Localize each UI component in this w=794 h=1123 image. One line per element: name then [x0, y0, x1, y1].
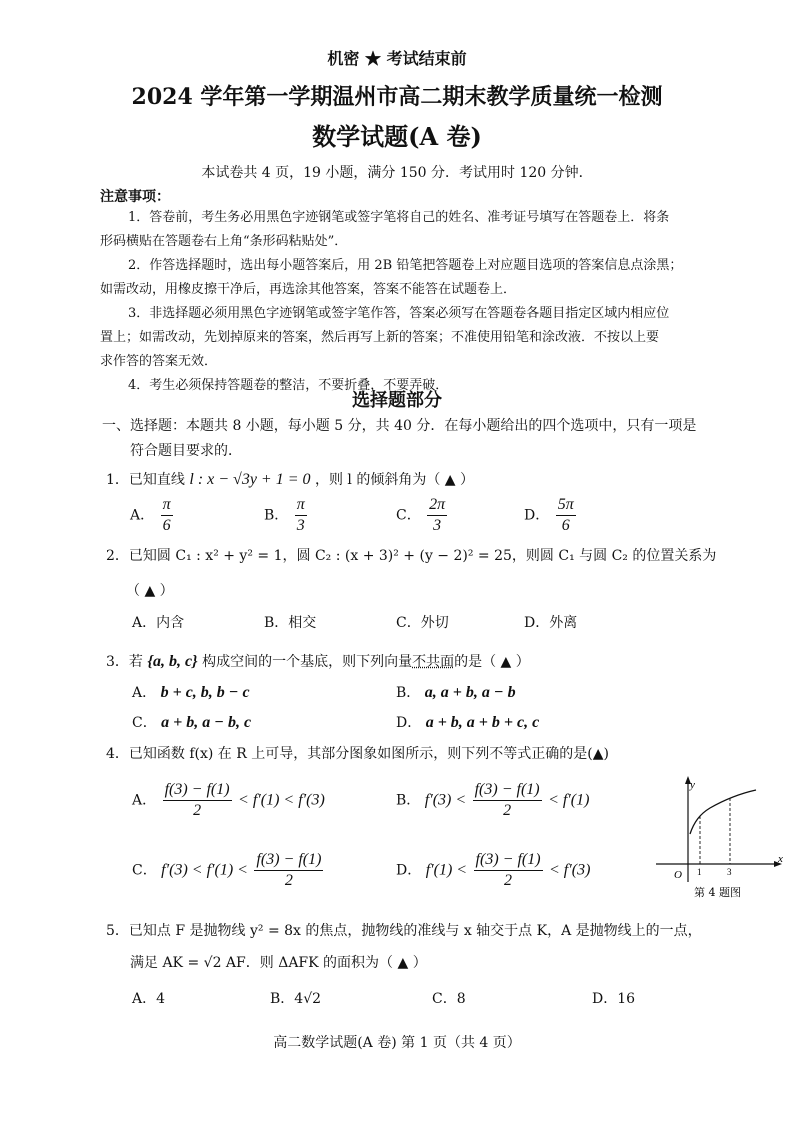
option-label: A． — [130, 507, 155, 524]
option-label: C． — [132, 862, 157, 879]
question-4: 4．已知函数 f(x) 在 R 上可导，其部分图象如图所示，则下列不等式正确的是(▲) — [106, 746, 609, 762]
option-fraction — [474, 850, 543, 891]
notice-item-1b: 形码横贴在答题卷右上角“条形码粘贴处”． — [100, 234, 348, 249]
option-label: A． — [132, 685, 157, 701]
option-label: B． — [264, 507, 289, 524]
option-fraction — [161, 495, 173, 536]
notice-block — [100, 206, 780, 398]
q5-option-d: D．16 — [592, 991, 636, 1007]
figure-caption: 第 4 题图 — [694, 886, 741, 899]
frac-numerator: 2π — [427, 495, 447, 516]
q3-option-c — [132, 712, 251, 732]
frac-denominator: 2 — [284, 872, 293, 889]
option-expression: < f′(3) — [549, 861, 591, 879]
q4-option-a — [132, 780, 325, 821]
q3-option-b — [396, 682, 516, 702]
option-label: D． — [396, 862, 422, 879]
tick-label-1: 1 — [697, 867, 702, 877]
q3-basis-set: {a, b, c} — [147, 653, 198, 670]
section-intro-2: 符合题目要求的． — [130, 443, 242, 459]
q3-suffix: 的是（ ▲ ） — [454, 654, 530, 670]
frac-denominator: 6 — [561, 517, 570, 534]
frac-denominator: 2 — [193, 802, 202, 819]
q1-option-b — [264, 495, 309, 536]
q3-prefix: 3．若 — [106, 654, 143, 670]
option-fraction — [427, 495, 447, 536]
q3-option-a — [132, 682, 250, 702]
option-expression: f′(1) < — [425, 861, 468, 879]
q3-option-d — [396, 712, 539, 732]
option-fraction — [163, 780, 232, 821]
option-fraction — [254, 850, 323, 891]
q1-option-d — [524, 495, 578, 536]
notice-item-2b: 如需改动，用橡皮擦干净后，再选涂其他答案，答案不能答在试题卷上． — [100, 282, 517, 297]
frac-denominator: 2 — [504, 872, 513, 889]
option-label: D． — [524, 507, 550, 524]
q5-option-b: B．4√2 — [270, 991, 322, 1007]
frac-denominator: 6 — [162, 517, 171, 534]
q1-option-c — [396, 495, 449, 536]
y-axis-label: y — [690, 779, 695, 791]
confidential-line: 机密 ★ 考试结束前 — [327, 49, 467, 68]
question-3 — [106, 651, 530, 671]
page-footer: 高二数学试题(A 卷) 第 1 页（共 4 页） — [273, 1035, 521, 1051]
q2-option-a: A．内含 — [132, 615, 185, 631]
option-label: C． — [132, 715, 157, 731]
q1-option-a — [130, 495, 175, 536]
q2-option-b: B．相交 — [264, 615, 317, 631]
frac-numerator: f(3) − f(1) — [474, 850, 543, 871]
option-label: A． — [132, 792, 157, 809]
tick-label-3: 3 — [727, 867, 732, 877]
notice-heading: 注意事项： — [100, 189, 170, 205]
notice-item-2: 2．作答选择题时，选出每小题答案后，用 2B 铅笔把答题卷上对应题目选项的答案信息点涂黑； — [128, 258, 683, 273]
frac-numerator: f(3) − f(1) — [163, 780, 232, 801]
question-5-line-1: 5．已知点 F 是抛物线 y² = 8x 的焦点，抛物线的准线与 x 轴交于点 K，A 是抛物线上的一点， — [106, 923, 702, 939]
option-fraction — [295, 495, 307, 536]
option-value: a + b, a + b + c, c — [425, 714, 540, 731]
option-expression: < f′(1) — [548, 791, 590, 809]
q2-blank: （ ▲ ） — [126, 583, 174, 599]
q4-option-c — [132, 850, 325, 891]
section-intro-1: 一、选择题：本题共 8 小题，每小题 5 分，共 40 分．在每小题给出的四个选项中，只有一项是 — [102, 418, 697, 434]
x-axis-label: x — [778, 853, 783, 865]
exam-info: 本试卷共 4 页，19 小题，满分 150 分．考试用时 120 分钟． — [201, 165, 593, 181]
question-2: 2．已知圆 C₁ : x² + y² = 1，圆 C₂ : (x + 3)² + (y − 2)² = 25，则圆 C₁ 与圆 C₂ 的位置关系为 — [106, 548, 717, 564]
option-value: a, a + b, a − b — [424, 684, 516, 701]
notice-item-3: 3．非选择题必须用黑色字迹钢笔或签字笔作答，答案必须写在答题卷各题目指定区域内相应位 — [128, 306, 670, 321]
notice-item-3b: 置上；如需改动，先划掉原来的答案，然后再写上新的答案；不准使用铅笔和涂改液．不按以上要 — [100, 330, 660, 345]
frac-numerator: 5π — [556, 495, 576, 516]
notice-item-3c: 求作答的答案无效． — [100, 354, 218, 369]
q4-option-d — [396, 850, 590, 891]
q1-prefix: 1．已知直线 — [106, 472, 185, 488]
q4-option-b — [396, 780, 589, 821]
option-label: C． — [396, 507, 421, 524]
option-expression: f′(3) < — [424, 791, 467, 809]
option-fraction — [473, 780, 542, 821]
option-value: a + b, a − b, c — [161, 714, 252, 731]
option-value: b + c, b, b − c — [160, 684, 250, 701]
frac-denominator: 3 — [296, 517, 305, 534]
question-1 — [106, 469, 474, 489]
frac-denominator: 2 — [503, 802, 512, 819]
option-label: B． — [396, 685, 421, 701]
q5-option-c: C．8 — [432, 991, 466, 1007]
q3-middle: 构成空间的一个基底，则下列向量 — [202, 654, 413, 670]
q4-graph-figure — [650, 772, 790, 912]
option-fraction — [556, 495, 576, 536]
q3-emphasis: 不共面 — [412, 654, 455, 670]
q1-expression: l : x − √3y + 1 = 0 — [189, 471, 311, 488]
option-expression: < f′(1) < f′(3) — [238, 791, 325, 809]
q2-option-c: C．外切 — [396, 615, 449, 631]
question-5-line-2: 满足 AK = √2 AF．则 ΔAFK 的面积为（ ▲ ） — [130, 955, 427, 971]
q5-option-a: A．4 — [132, 991, 166, 1007]
frac-numerator: π — [295, 495, 307, 516]
frac-numerator: π — [161, 495, 173, 516]
option-label: D． — [396, 715, 422, 731]
frac-denominator: 3 — [433, 517, 442, 534]
q2-option-d: D．外离 — [524, 615, 578, 631]
section-title: 选择题部分 — [352, 390, 442, 411]
option-label: B． — [396, 792, 421, 809]
notice-item-4: 4．考生必须保持答题卷的整洁，不要折叠，不要弄破． — [128, 378, 449, 393]
frac-numerator: f(3) − f(1) — [254, 850, 323, 871]
notice-item-1: 1．答卷前，考生务必用黑色字迹钢笔或签字笔将自己的姓名、准考证号填写在答题卷上．将条 — [128, 210, 670, 225]
exam-subtitle: 数学试题(A 卷) — [312, 122, 482, 151]
option-expression: f′(3) < f′(1) < — [161, 861, 248, 879]
origin-label: O — [674, 869, 682, 881]
q1-suffix: ，则 l 的倾斜角为（ ▲ ） — [314, 472, 475, 488]
exam-title: 2024 学年第一学期温州市高二期末教学质量统一检测 — [131, 84, 663, 110]
frac-numerator: f(3) − f(1) — [473, 780, 542, 801]
